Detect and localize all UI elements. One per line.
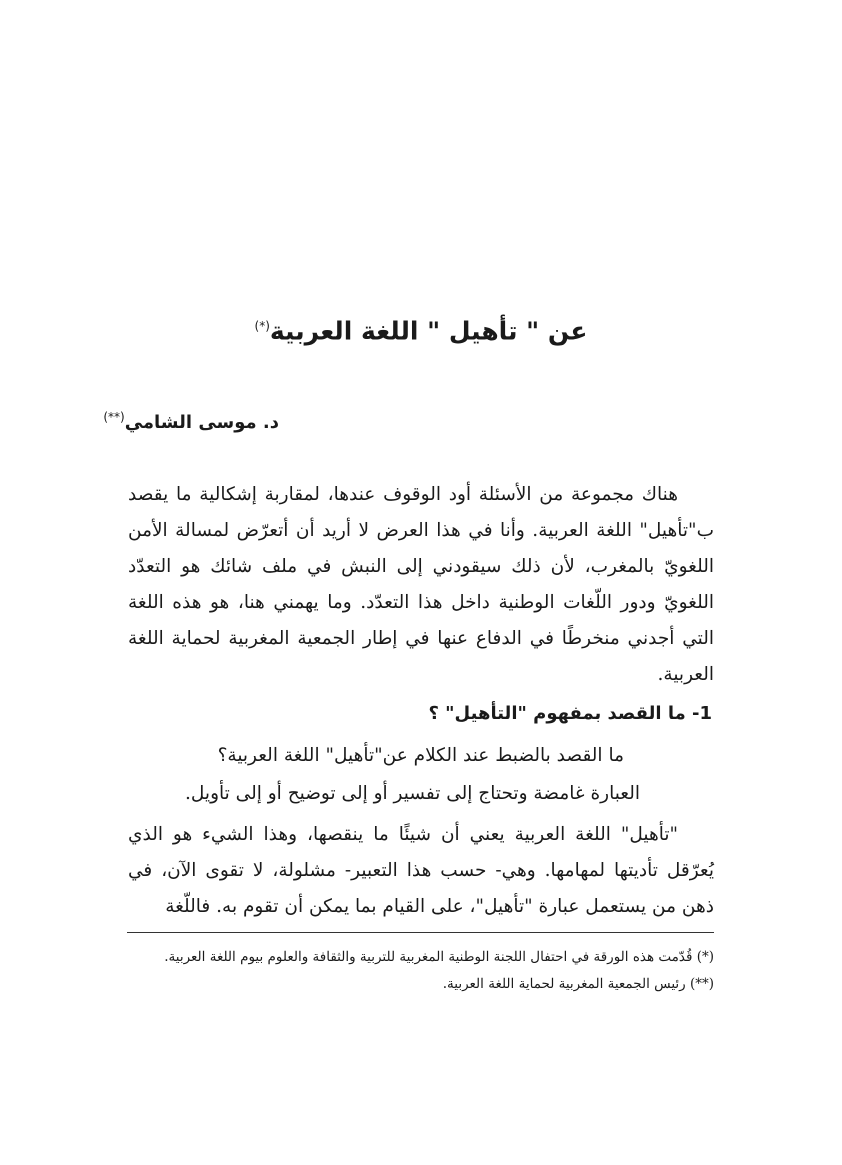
footnotes xyxy=(127,944,714,998)
author-footnote-mark: (**) xyxy=(103,410,125,424)
footnote-divider xyxy=(127,932,714,933)
author-line xyxy=(103,402,279,438)
title-text: عن " تأهيل " اللغة العربية xyxy=(269,316,588,346)
article-body xyxy=(128,477,714,925)
author-name: د. موسى الشامي xyxy=(124,412,279,433)
footnote-1: (*) قُدّمت هذه الورقة في احتفال اللجنة الوطنية المغربية للتربية والثقافة والعلوم بيوم اللغة العربية. xyxy=(164,949,714,965)
intro-paragraph: هناك مجموعة من الأسئلة أود الوقوف عندها، لمقاربة إشكالية ما يقصد ب"تأهيل" اللغة العربية. وأنا في هذا العرض لا أريد أن أتعرّض لمسالة الأمن اللغويّ بالمغرب، لأن ذلك سيقودني إلى النبش في ملف شائك هو التعدّد اللغويّ ودور اللّغات الوطنية داخل هذا التعدّد. وما يهمني هنا، هو هذه اللغة التي أجدني منخرطًا في الدفاع عنها في إطار الجمعية المغربية لحماية اللغة العربية. xyxy=(128,484,714,685)
section-heading: 1- ما القصد بمفهوم "التأهيل" ؟ xyxy=(428,703,712,724)
explanation-paragraph: "تأهيل" اللغة العربية يعني أن شيئًا ما ينقصها، وهذا الشيء هو الذي يُعرّقل تأديتها لمهامها. وهي- حسب هذا التعبير- مشلولة، لا تقوى الآن، في ذهن من يستعمل عبارة "تأهيل"، على القيام بما يمكن أن تقوم به. فاللّغة xyxy=(128,824,714,917)
page-title xyxy=(0,306,842,351)
title-footnote-mark: (*) xyxy=(254,319,270,333)
question-line: ما القصد بالضبط عند الكلام عن"تأهيل" اللغة العربية؟ xyxy=(217,745,624,766)
ambiguity-line: العبارة غامضة وتحتاج إلى تفسير أو إلى توضيح أو إلى تأويل. xyxy=(185,783,640,804)
footnote-2: (**) رئيس الجمعية المغربية لحماية اللغة العربية. xyxy=(442,976,714,992)
